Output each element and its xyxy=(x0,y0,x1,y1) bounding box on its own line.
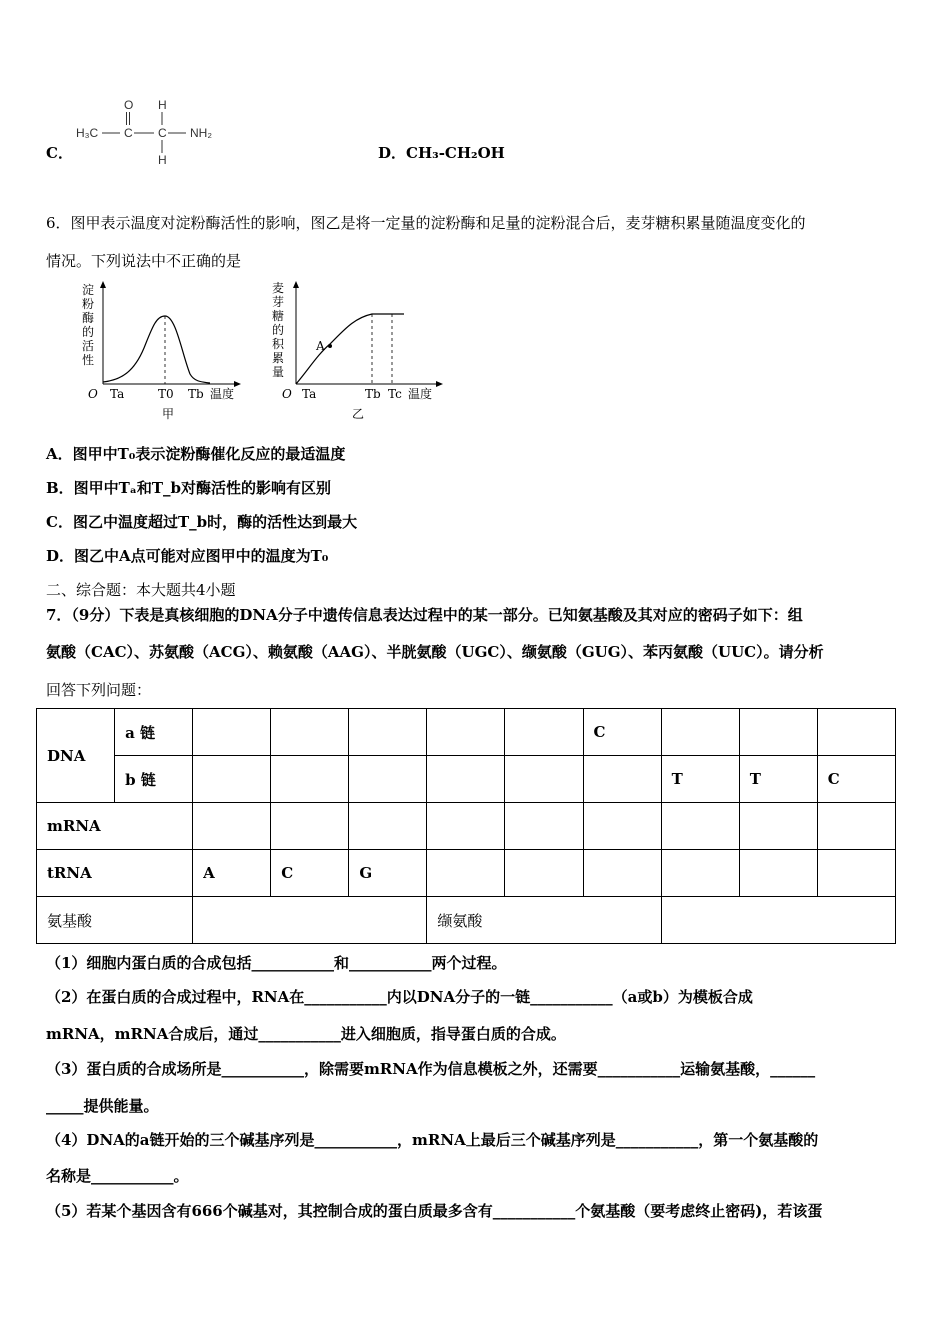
table-row-b-chain xyxy=(37,756,896,803)
mrna-cell-8 xyxy=(739,803,817,850)
q7-sub3-line1: （3）蛋白质的合成场所是___________，除需要mRNA作为信息模板之外，还需要___________运输氨基酸，______ xyxy=(46,1060,816,1078)
q7-sub2-line1: （2）在蛋白质的合成过程中，RNA在___________内以DNA分子的一链___________（a或b）为模板合成 xyxy=(46,988,753,1006)
table-row-trna xyxy=(37,850,896,897)
a-cell-6: C xyxy=(583,709,661,756)
mrna-cell-1 xyxy=(193,803,271,850)
jia-caption: 甲 xyxy=(162,407,175,421)
b-cell-1 xyxy=(193,756,271,803)
yi-ylabel-5: 积 xyxy=(272,337,285,351)
yi-ta: Ta xyxy=(302,387,317,401)
table-row-mrna xyxy=(37,803,896,850)
option-c-structural-formula xyxy=(74,96,234,168)
dna-header: DNA xyxy=(37,709,115,803)
b-cell-8: T xyxy=(739,756,817,803)
a-cell-8 xyxy=(739,709,817,756)
formula-c1: C xyxy=(124,126,133,140)
jia-tb: Tb xyxy=(188,387,204,401)
graph-yi xyxy=(268,280,444,424)
jia-ta: Ta xyxy=(110,387,125,401)
yi-x-arrow xyxy=(436,381,443,387)
amino-header: 氨基酸 xyxy=(37,897,193,944)
yi-origin: O xyxy=(282,387,292,401)
trna-cell-4 xyxy=(427,850,505,897)
q6-option-d: D．图乙中A点可能对应图甲中的温度为T₀ xyxy=(46,547,329,565)
b-cell-9: C xyxy=(817,756,895,803)
trna-header: tRNA xyxy=(37,850,193,897)
formula-o: O xyxy=(124,98,134,112)
yi-xlabel: 温度 xyxy=(408,387,433,401)
option-c-label: C． xyxy=(46,144,73,162)
trna-cell-5 xyxy=(505,850,583,897)
q7-stem-line1: 7．（9分）下表是真核细胞的DNA分子中遗传信息表达过程中的某一部分。已知氨基酸及其对应的密码子如下：组 xyxy=(46,606,803,624)
b-cell-3 xyxy=(349,756,427,803)
jia-t0: T0 xyxy=(158,387,174,401)
mrna-cell-9 xyxy=(817,803,895,850)
mrna-header: mRNA xyxy=(37,803,193,850)
formula-h3c: H₃C xyxy=(76,126,99,140)
b-cell-5 xyxy=(505,756,583,803)
jia-ylabel-2: 粉 xyxy=(82,297,95,311)
trna-cell-6 xyxy=(583,850,661,897)
jia-x-arrow xyxy=(234,381,241,387)
q7-stem-line3: 回答下列问题： xyxy=(46,681,152,699)
b-cell-4 xyxy=(427,756,505,803)
mrna-cell-2 xyxy=(271,803,349,850)
jia-ylabel-5: 活 xyxy=(82,339,95,353)
graph-jia xyxy=(76,280,242,424)
q6-stem-line1: 6．图甲表示温度对淀粉酶活性的影响，图乙是将一定量的淀粉酶和足量的淀粉混合后，麦芽糖积累量随温度变化的 xyxy=(46,214,806,232)
amino-cell-3 xyxy=(661,897,895,944)
trna-cell-2: C xyxy=(271,850,349,897)
a-cell-3 xyxy=(349,709,427,756)
a-chain-header: a 链 xyxy=(115,709,193,756)
yi-y-arrow xyxy=(293,281,299,288)
q7-sub2-line2: mRNA，mRNA合成后，通过___________进入细胞质，指导蛋白质的合成。 xyxy=(46,1025,566,1043)
jia-ylabel-1: 淀 xyxy=(82,283,95,297)
q7-sub1: （1）细胞内蛋白质的合成包括___________和___________两个过程。 xyxy=(46,954,507,972)
q7-sub4-line1: （4）DNA的a链开始的三个碱基序列是___________，mRNA上最后三个碱基序列是___________，第一个氨基酸的 xyxy=(46,1131,819,1149)
a-cell-1 xyxy=(193,709,271,756)
amino-cell-1 xyxy=(193,897,427,944)
jia-ylabel-4: 的 xyxy=(82,325,95,339)
b-chain-header: b 链 xyxy=(115,756,193,803)
yi-ylabel-4: 的 xyxy=(272,323,285,337)
yi-tb: Tb xyxy=(365,387,381,401)
option-d-label: D． xyxy=(378,144,407,162)
amino-cell-2: 缬氨酸 xyxy=(427,897,661,944)
q7-sub3-line2: _____提供能量。 xyxy=(46,1097,159,1115)
table-row-a-chain xyxy=(37,709,896,756)
yi-point-a-label: A xyxy=(316,339,325,353)
jia-origin: O xyxy=(88,387,98,401)
a-cell-4 xyxy=(427,709,505,756)
yi-ylabel-7: 量 xyxy=(272,365,285,379)
b-cell-2 xyxy=(271,756,349,803)
yi-maltose-curve xyxy=(296,314,404,384)
trna-cell-8 xyxy=(739,850,817,897)
mrna-cell-3 xyxy=(349,803,427,850)
formula-c2: C xyxy=(158,126,167,140)
q6-stem-line2: 情况。下列说法中不正确的是 xyxy=(46,252,242,270)
jia-ylabel-6: 性 xyxy=(82,353,95,367)
jia-xlabel: 温度 xyxy=(210,387,235,401)
yi-caption: 乙 xyxy=(352,407,365,421)
formula-h-bottom: H xyxy=(158,153,167,167)
yi-ylabel-2: 芽 xyxy=(272,295,285,309)
gene-expression-table xyxy=(36,708,896,944)
option-d-text: CH₃-CH₂OH xyxy=(406,144,505,162)
b-cell-7: T xyxy=(661,756,739,803)
q7-sub4-line2: 名称是___________。 xyxy=(46,1167,189,1185)
yi-point-a xyxy=(328,344,332,348)
jia-y-arrow xyxy=(100,281,106,288)
yi-ylabel-3: 糖 xyxy=(272,309,285,323)
q6-option-a: A．图甲中T₀表示淀粉酶催化反应的最适温度 xyxy=(46,445,346,463)
a-cell-2 xyxy=(271,709,349,756)
yi-tc: Tc xyxy=(388,387,402,401)
b-cell-6 xyxy=(583,756,661,803)
q7-sub5: （5）若某个基因含有666个碱基对，其控制合成的蛋白质最多含有___________个氨基酸（要考虑终止密码)，若该蛋 xyxy=(46,1202,823,1220)
formula-nh2: NH₂ xyxy=(190,126,212,140)
trna-cell-1: A xyxy=(193,850,271,897)
mrna-cell-5 xyxy=(505,803,583,850)
a-cell-7 xyxy=(661,709,739,756)
q6-option-b: B．图甲中Tₐ和T_b对酶活性的影响有区别 xyxy=(46,479,331,497)
q6-option-c: C．图乙中温度超过T_b时，酶的活性达到最大 xyxy=(46,513,358,531)
trna-cell-7 xyxy=(661,850,739,897)
q7-stem-line2: 氨酸（CAC）、苏氨酸（ACG）、赖氨酸（AAG）、半胱氨酸（UGC）、缬氨酸（GUG）、苯丙氨酸（UUC）。请分析 xyxy=(46,643,824,661)
section-2-heading: 二、综合题：本大题共4小题 xyxy=(46,581,236,599)
table-row-amino-acid xyxy=(37,897,896,944)
trna-cell-3: G xyxy=(349,850,427,897)
a-cell-9 xyxy=(817,709,895,756)
yi-ylabel-6: 累 xyxy=(272,351,285,365)
formula-h-top: H xyxy=(158,98,167,112)
trna-cell-9 xyxy=(817,850,895,897)
jia-ylabel-3: 酶 xyxy=(82,311,95,325)
mrna-cell-4 xyxy=(427,803,505,850)
jia-activity-curve xyxy=(103,316,210,383)
mrna-cell-6 xyxy=(583,803,661,850)
a-cell-5 xyxy=(505,709,583,756)
mrna-cell-7 xyxy=(661,803,739,850)
yi-ylabel-1: 麦 xyxy=(272,281,285,295)
